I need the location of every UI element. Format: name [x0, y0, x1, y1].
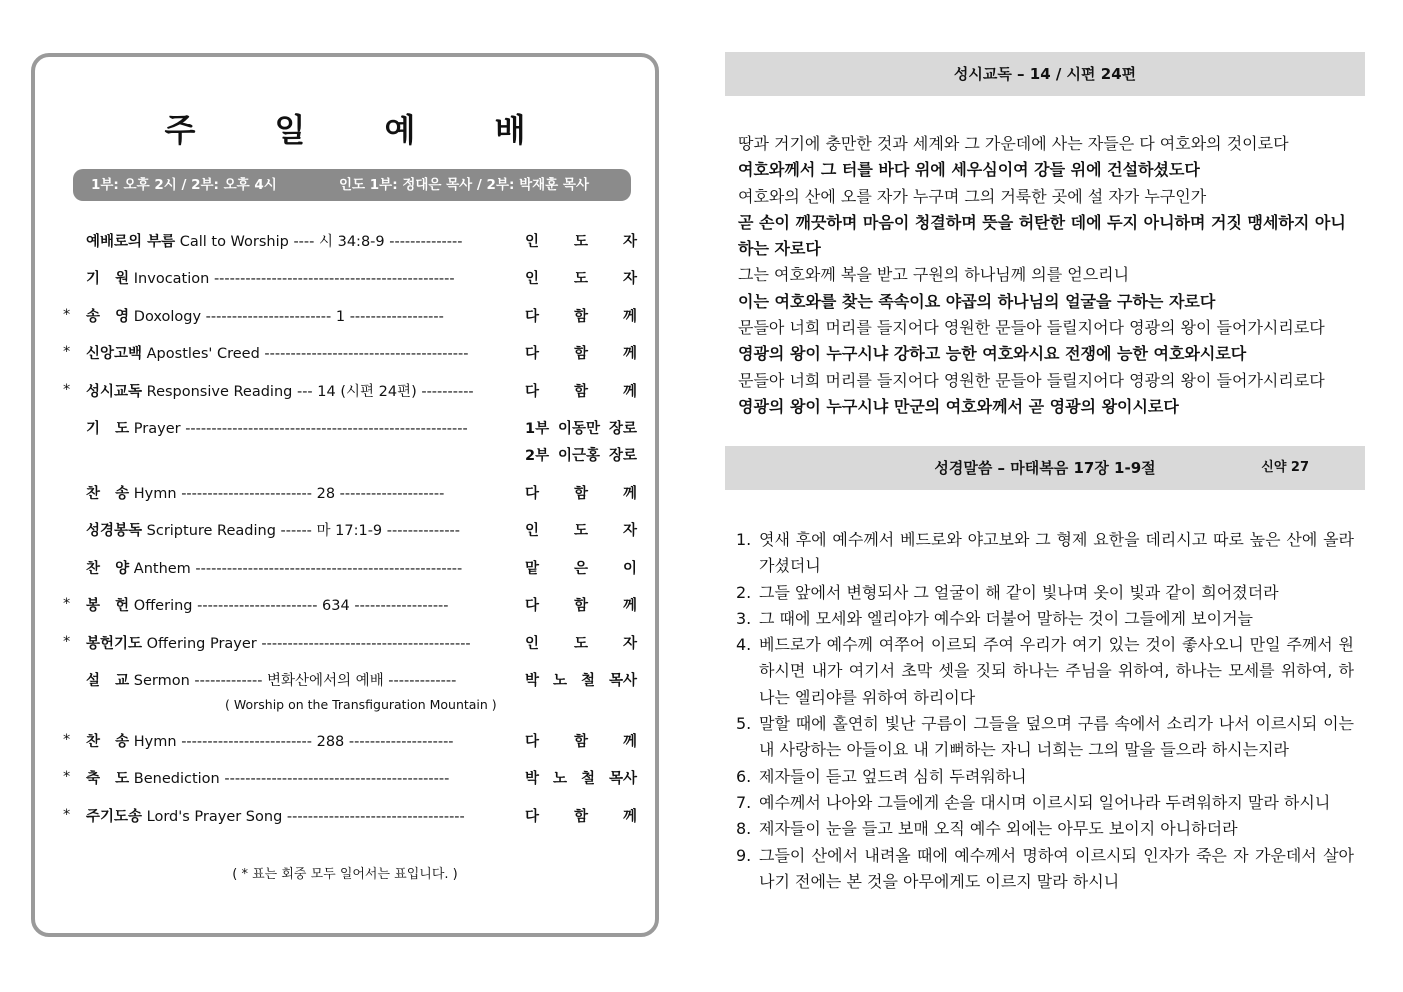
service-item [35, 594, 655, 618]
psalm-line: 곧 손이 깨끗하며 마음이 청결하며 뜻을 허탄한 데에 두지 아니하며 거짓 맹세하지 아니하는 자로다 [738, 212, 1346, 259]
service-item-leader [525, 305, 637, 326]
psalm-line: 영광의 왕이 누구시냐 강하고 능한 여호와시요 전쟁에 능한 여호와시로다 [738, 344, 1247, 364]
service-item [35, 557, 655, 581]
service-leaders: 인도 1부: 정대은 목사 / 2부: 박재훈 목사 [339, 177, 589, 193]
service-item-leader [525, 519, 637, 540]
service-item-detail: Scripture Reading ------ 마 17:1-9 -------------- [142, 523, 461, 539]
psalm-line: 여호와께서 그 터를 바다 위에 세우심이여 강들 위에 건설하셨도다 [738, 160, 1200, 180]
psalm-line: 땅과 거기에 충만한 것과 세계와 그 가운데에 사는 자들은 다 여호와의 것이로다 [738, 134, 1289, 153]
service-item [35, 805, 655, 829]
verse-text: 베드로가 예수께 여쭈어 이르되 주여 우리가 여기 있는 것이 좋사오니 만일 주께서 원하시면 내가 여기서 초막 셋을 짓되 하나는 주님을 위하여, 하나는 모세를 위하여, 하나는 엘리야를 위하여 하리이다 [759, 635, 1354, 707]
leader-text: 다 [525, 346, 540, 362]
leader-text: 박 [525, 771, 540, 787]
standing-marker: * [63, 732, 71, 748]
scripture-header-title: 성경말씀 – 마태복음 17장 1-9절 [934, 459, 1156, 477]
standing-marker: * [63, 807, 71, 823]
service-item-leader [525, 557, 637, 578]
verse-number: 4. [736, 635, 752, 655]
verse-number: 2. [736, 582, 752, 602]
service-item-leader [525, 730, 637, 751]
service-item-label [86, 267, 506, 288]
verse [736, 790, 1354, 816]
verse-text: 그 때에 모세와 엘리야가 예수와 더불어 말하는 것이 그들에게 보이거늘 [759, 608, 1253, 628]
leader-text: 자 [622, 523, 637, 539]
leader-text: 도 [573, 636, 588, 652]
leader-text: 장로 [608, 421, 637, 437]
psalm-header [725, 52, 1365, 96]
service-item-leader-second [525, 444, 637, 465]
verse [736, 527, 1354, 580]
service-item-label [86, 557, 506, 578]
service-item-leader [525, 632, 637, 653]
leader-text: 맡 [525, 561, 540, 577]
service-item-detail: Sermon ------------- 변화산에서의 예배 ------------- [129, 673, 457, 689]
service-item-leader [525, 482, 637, 503]
verse-text: 제자들이 듣고 엎드려 심히 두려워하니 [759, 766, 1027, 786]
leader-text: 께 [622, 598, 637, 614]
leader-text: 함 [573, 734, 588, 750]
psalm-line: 그는 여호와께 복을 받고 구원의 하나님께 의를 얻으리니 [738, 265, 1130, 285]
leader-text: 인 [525, 523, 540, 539]
scripture-header [725, 446, 1365, 490]
service-item-korean: 예배로의 부름 [86, 234, 176, 250]
service-item-label [86, 519, 506, 540]
leader-text: 자 [622, 234, 637, 250]
verse-text: 제자들이 눈을 들고 보매 오직 예수 외에는 아무도 보이지 아니하더라 [759, 819, 1238, 839]
service-item-korean: 봉 헌 [86, 598, 130, 614]
leader-text: 함 [573, 384, 588, 400]
service-item-korean: 신앙고백 [86, 346, 143, 362]
leader-text: 이동만 [558, 421, 601, 437]
service-item [35, 380, 655, 404]
leader-text: 인 [525, 636, 540, 652]
service-item-leader [525, 230, 637, 251]
service-times: 1부: 오후 2시 / 2부: 오후 4시 [91, 177, 277, 193]
leader-text: 박 [525, 673, 540, 689]
leader-text: 인 [525, 271, 540, 287]
standing-marker: * [63, 344, 71, 360]
leader-text: 1부 [525, 421, 550, 437]
service-item-korean: 찬 송 [86, 734, 130, 750]
verse-number: 7. [736, 792, 752, 812]
service-item [35, 417, 655, 464]
leader-text: 이 [622, 561, 637, 577]
service-item-label [86, 342, 506, 363]
service-item-label [86, 230, 506, 251]
service-item-detail: Call to Worship ---- 시 34:8-9 -------------- [175, 234, 463, 250]
service-item [35, 482, 655, 506]
scripture-verses [736, 527, 1354, 895]
leader-text: 인 [525, 234, 540, 250]
leader-text: 함 [573, 346, 588, 362]
service-item [35, 342, 655, 366]
verse [736, 606, 1354, 632]
psalm-line: 문들아 너희 머리를 들지어다 영원한 문들아 들릴지어다 영광의 왕이 들어가시리로다 [738, 318, 1325, 338]
verse [736, 711, 1354, 764]
service-item-label [86, 417, 506, 438]
service-item [35, 669, 655, 693]
verse-number: 6. [736, 766, 752, 786]
leader-text: 다 [525, 598, 540, 614]
leader-text: 철 [580, 771, 595, 787]
service-item-leader [525, 342, 637, 363]
leader-text: 철 [580, 673, 595, 689]
service-item-detail: Responsive Reading --- 14 (시편 24편) ---------- [142, 384, 474, 400]
scripture-page: 신약 27 [1261, 460, 1309, 475]
service-time-bar [73, 169, 631, 201]
leader-text: 께 [622, 384, 637, 400]
service-item [35, 767, 655, 791]
footnote: ( * 표는 회중 모두 일어서는 표입니다. ) [232, 867, 458, 882]
service-item-korean: 설 교 [86, 673, 130, 689]
standing-marker: * [63, 307, 71, 323]
leader-text: 이근홍 [558, 448, 601, 464]
service-item-detail: Prayer ------------------------------------------------------ [129, 421, 468, 437]
verse-text: 엿새 후에 예수께서 베드로와 야고보와 그 형제 요한을 데리시고 따로 높은 산에 올라가셨더니 [759, 530, 1354, 576]
service-item-label [86, 669, 506, 690]
service-item [35, 632, 655, 656]
service-item [35, 730, 655, 754]
service-item-korean: 성경봉독 [86, 523, 143, 539]
service-item-label [86, 380, 506, 401]
standing-marker: * [63, 769, 71, 785]
standing-marker: * [63, 596, 71, 612]
leader-text: 자 [622, 271, 637, 287]
service-item [35, 519, 655, 543]
service-item [35, 305, 655, 329]
psalm-line: 이는 여호와를 찾는 족속이요 야곱의 하나님의 얼굴을 구하는 자로다 [738, 291, 1216, 311]
verse-number: 8. [736, 819, 752, 839]
leader-text: 께 [622, 486, 637, 502]
psalm-header-title: 성시교독 – 14 / 시편 24편 [953, 65, 1137, 83]
service-item-detail: Benediction ------------------------------------------- [129, 771, 450, 787]
service-item-leader [525, 267, 637, 288]
responsive-reading-text [738, 131, 1358, 420]
service-item-detail: Anthem --------------------------------------------------- [129, 561, 463, 577]
leader-text: 다 [525, 309, 540, 325]
verse-number: 1. [736, 530, 752, 549]
service-item-label [86, 730, 506, 751]
service-item-detail: Doxology ------------------------ 1 ------------------ [129, 309, 444, 325]
service-item-leader [525, 805, 637, 826]
service-item-korean: 찬 양 [86, 561, 130, 577]
service-item-korean: 기 도 [86, 421, 130, 437]
leader-text: 다 [525, 809, 540, 825]
service-item [35, 230, 655, 254]
leader-text: 께 [622, 309, 637, 325]
leader-text: 노 [552, 673, 567, 689]
service-item-label [86, 632, 506, 653]
page-title: 주 일 예 배 [164, 111, 560, 149]
sermon-subtitle: ( Worship on the Transfiguration Mountain ) [225, 697, 497, 712]
verse-number: 9. [736, 845, 752, 865]
leader-text: 자 [622, 636, 637, 652]
service-item-detail: Hymn ------------------------- 28 -------------------- [129, 486, 445, 502]
leader-text: 노 [552, 771, 567, 787]
leader-text: 도 [573, 523, 588, 539]
service-item-label [86, 767, 506, 788]
service-item-detail: Hymn ------------------------- 288 -------------------- [129, 734, 454, 750]
service-item-label [86, 594, 506, 615]
service-item-leader [525, 417, 637, 438]
service-item-detail: Offering ----------------------- 634 ------------------ [129, 598, 449, 614]
leader-text: 목사 [608, 673, 637, 689]
leader-text: 함 [573, 809, 588, 825]
leader-text: 함 [573, 309, 588, 325]
verse [736, 632, 1354, 711]
leader-text: 도 [573, 271, 588, 287]
verse [736, 816, 1354, 842]
leader-text: 은 [573, 561, 588, 577]
service-item-leader [525, 380, 637, 401]
verse-number: 3. [736, 608, 752, 628]
service-item-label [86, 805, 506, 826]
leader-text: 다 [525, 734, 540, 750]
leader-text: 함 [573, 598, 588, 614]
service-item-korean: 송 영 [86, 309, 130, 325]
verse [736, 843, 1354, 896]
leader-text: 목사 [608, 771, 637, 787]
leader-text: 함 [573, 486, 588, 502]
service-item-detail: Lord's Prayer Song ---------------------------------- [142, 809, 465, 825]
worship-order-panel [31, 53, 659, 937]
service-item-detail: Apostles' Creed --------------------------------------- [142, 346, 469, 362]
service-item-detail: Offering Prayer ---------------------------------------- [142, 636, 471, 652]
standing-marker: * [63, 382, 71, 398]
service-item-leader [525, 594, 637, 615]
service-item-korean: 봉헌기도 [86, 636, 143, 652]
verse-number: 5. [736, 714, 752, 734]
verse-text: 그들 앞에서 변형되사 그 얼굴이 해 같이 빛나며 옷이 빛과 같이 희어졌더라 [759, 582, 1279, 602]
leader-text: 께 [622, 346, 637, 362]
service-item-korean: 주기도송 [86, 809, 143, 825]
service-item-label [86, 482, 506, 503]
verse [736, 764, 1354, 790]
leader-text: 장로 [608, 448, 637, 464]
verse [736, 580, 1354, 606]
service-item-korean: 찬 송 [86, 486, 130, 502]
psalm-line: 여호와의 산에 오를 자가 누구며 그의 거룩한 곳에 설 자가 누구인가 [738, 186, 1207, 206]
leader-text: 다 [525, 486, 540, 502]
psalm-line: 문들아 너희 머리를 들지어다 영원한 문들아 들릴지어다 영광의 왕이 들어가시리로다 [738, 370, 1325, 390]
leader-text: 2부 [525, 448, 550, 464]
service-item-korean: 축 도 [86, 771, 130, 787]
service-item-leader [525, 767, 637, 788]
verse-text: 예수께서 나아와 그들에게 손을 대시며 이르시되 일어나라 두려워하지 말라 하시니 [759, 792, 1331, 812]
standing-marker: * [63, 634, 71, 650]
leader-text: 다 [525, 384, 540, 400]
service-item-korean: 성시교독 [86, 384, 143, 400]
service-item [35, 267, 655, 291]
service-item-label [86, 305, 506, 326]
verse-text: 그들이 산에서 내려올 때에 예수께서 명하여 이르시되 인자가 죽은 자 가운데서 살아나기 전에는 본 것을 아무에게도 이르지 말라 하시니 [759, 845, 1354, 891]
verse-text: 말할 때에 홀연히 빛난 구름이 그들을 덮으며 구름 속에서 소리가 나서 이르시되 이는 내 사랑하는 아들이요 내 기뻐하는 자니 너희는 그의 말을 들으라 하시는지라 [759, 714, 1354, 760]
leader-text: 께 [622, 734, 637, 750]
psalm-line: 영광의 왕이 누구시냐 만군의 여호와께서 곧 영광의 왕이시로다 [738, 396, 1179, 416]
leader-text: 도 [573, 234, 588, 250]
service-item-korean: 기 원 [86, 271, 130, 287]
service-item-leader [525, 669, 637, 690]
service-item-detail: Invocation ---------------------------------------------- [129, 271, 455, 287]
leader-text: 께 [622, 809, 637, 825]
